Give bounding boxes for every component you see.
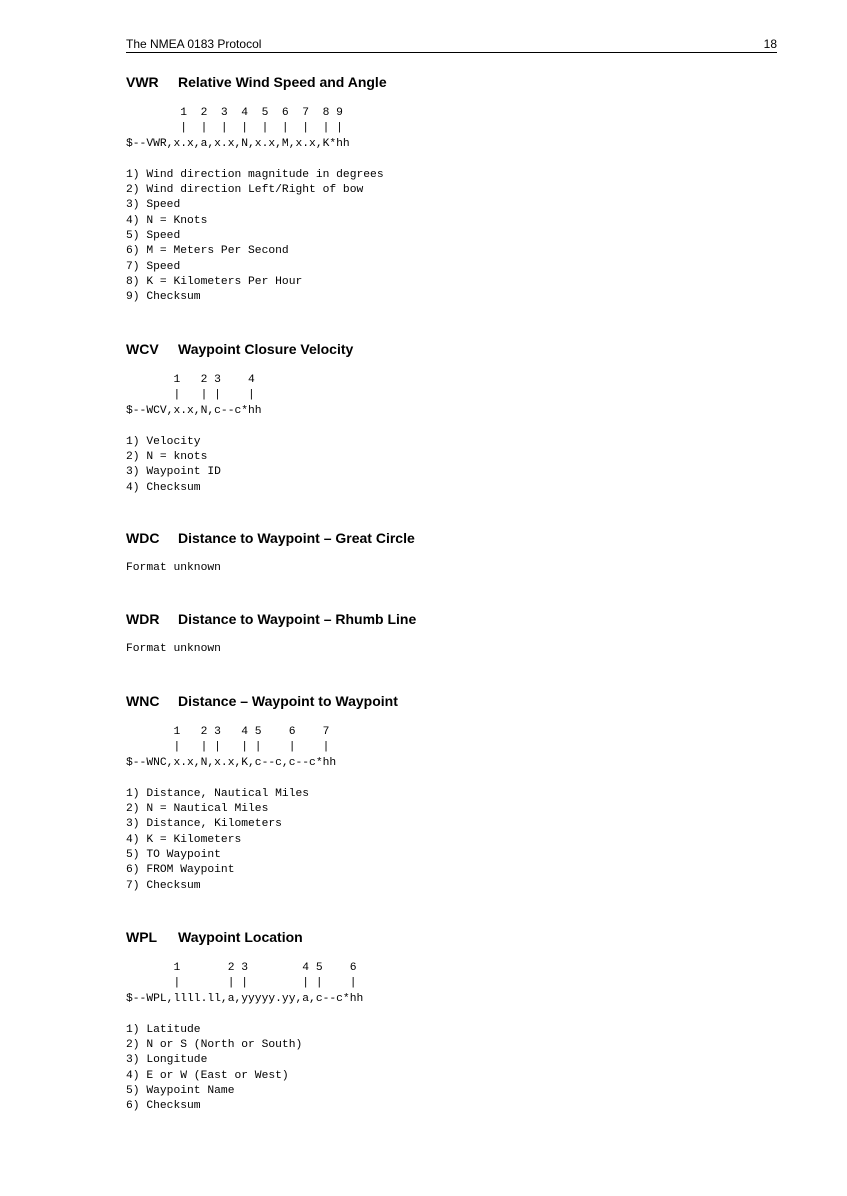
field-item: 3) Longitude: [126, 1054, 208, 1067]
sentence-id: VWR: [126, 74, 159, 90]
field-item: 4) Checksum: [126, 481, 201, 494]
section-wcv: [126, 340, 776, 496]
field-item: 1) Velocity: [126, 435, 201, 448]
section-wdr: [126, 610, 776, 657]
format-field-numbers: 1 2 3 4 5 6 7 8 9: [126, 107, 343, 119]
field-item: 8) K = Kilometers Per Hour: [126, 275, 303, 288]
sentence-id: WDR: [126, 611, 160, 627]
section-title: Relative Wind Speed and Angle: [178, 74, 387, 90]
format-sentence: $--WNC,x.x,N,x.x,K,c--c,c--c*hh: [126, 756, 337, 769]
page-number: 18: [763, 37, 777, 51]
section-wpl: [126, 928, 776, 1115]
field-item: 5) TO Waypoint: [126, 849, 221, 862]
section-vwr: [126, 73, 776, 306]
format-field-markers: | | | |: [126, 389, 255, 402]
format-field-markers: | | | | | |: [126, 977, 357, 990]
section-heading: [126, 529, 776, 547]
field-item: 1) Latitude: [126, 1023, 201, 1036]
field-item: 5) Waypoint Name: [126, 1085, 235, 1098]
format-field-numbers: 1 2 3 4: [126, 374, 255, 386]
format-block: [126, 961, 776, 1007]
field-item: 3) Waypoint ID: [126, 466, 221, 479]
sentence-id: WCV: [126, 341, 159, 357]
field-item: 3) Speed: [126, 199, 181, 212]
field-item: 6) Checksum: [126, 1100, 201, 1113]
section-title: Distance – Waypoint to Waypoint: [178, 693, 398, 709]
header-title: The NMEA 0183 Protocol: [126, 37, 262, 51]
section-heading: [126, 610, 776, 628]
field-item: 4) N = Knots: [126, 214, 208, 227]
section-heading: [126, 928, 776, 946]
format-block: [126, 373, 776, 419]
field-list: [126, 435, 776, 496]
field-item: 2) N or S (North or South): [126, 1039, 303, 1052]
section-wdc: [126, 529, 776, 576]
section-title: Distance to Waypoint – Rhumb Line: [178, 611, 417, 627]
field-item: 6) FROM Waypoint: [126, 864, 235, 877]
format-block: [126, 106, 776, 152]
field-item: 7) Checksum: [126, 879, 201, 892]
field-item: 2) N = Nautical Miles: [126, 803, 269, 816]
section-heading: [126, 340, 776, 358]
field-list: [126, 168, 776, 306]
section-title: Distance to Waypoint – Great Circle: [178, 530, 415, 546]
format-sentence: $--VWR,x.x,a,x.x,N,x.x,M,x.x,K*hh: [126, 137, 350, 150]
field-item: 2) N = knots: [126, 451, 208, 464]
format-field-markers: | | | | | | | | |: [126, 122, 343, 135]
format-sentence: $--WPL,llll.ll,a,yyyyy.yy,a,c--c*hh: [126, 992, 364, 1005]
field-item: 6) M = Meters Per Second: [126, 245, 289, 258]
page-header: [126, 36, 777, 53]
format-note: Format unknown: [126, 562, 221, 574]
field-item: 1) Wind direction magnitude in degrees: [126, 168, 384, 181]
format-field-numbers: 1 2 3 4 5 6 7: [126, 726, 330, 738]
field-item: 2) Wind direction Left/Right of bow: [126, 184, 364, 197]
section-heading: [126, 692, 776, 710]
field-item: 4) E or W (East or West): [126, 1069, 289, 1082]
sentence-id: WDC: [126, 530, 160, 546]
format-note: Format unknown: [126, 643, 221, 655]
sentence-id: WNC: [126, 693, 160, 709]
field-item: 9) Checksum: [126, 291, 201, 304]
format-field-numbers: 1 2 3 4 5 6: [126, 962, 357, 974]
field-item: 4) K = Kilometers: [126, 833, 242, 846]
field-item: 3) Distance, Kilometers: [126, 818, 282, 831]
format-sentence: $--WCV,x.x,N,c--c*hh: [126, 404, 262, 417]
field-item: 5) Speed: [126, 230, 181, 243]
section-wnc: [126, 692, 776, 894]
field-list: [126, 787, 776, 894]
field-list: [126, 1023, 776, 1115]
format-block: [126, 725, 776, 771]
field-item: 7) Speed: [126, 260, 181, 273]
section-title: Waypoint Closure Velocity: [178, 341, 354, 357]
sentence-id: WPL: [126, 929, 158, 945]
format-field-markers: | | | | | | |: [126, 741, 330, 754]
field-item: 1) Distance, Nautical Miles: [126, 787, 310, 800]
section-title: Waypoint Location: [178, 929, 303, 945]
section-heading: [126, 73, 776, 91]
